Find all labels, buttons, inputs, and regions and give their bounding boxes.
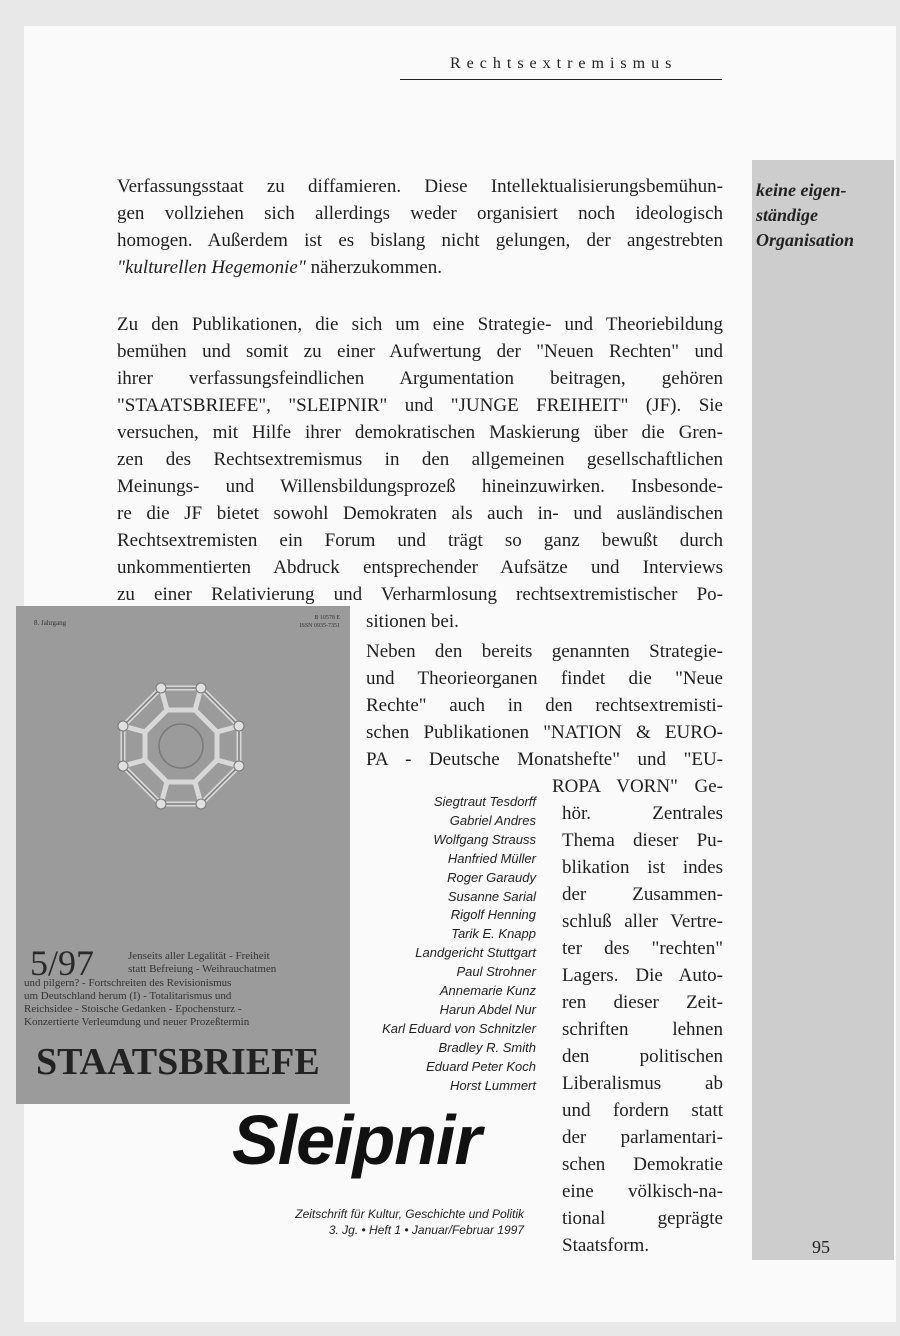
author-name: Harun Abdel Nur — [439, 1001, 536, 1017]
text-line: den politischen — [562, 1046, 723, 1067]
text-line: schluß aller Vertre- — [562, 911, 723, 932]
cover-teaser-line: Konzertierte Verleumdung und neuer Prozeßtermin — [24, 1016, 250, 1028]
sleipnir-issue-line: 3. Jg. • Heft 1 • Januar/Februar 1997 — [328, 1223, 524, 1237]
cover-teaser-line: um Deutschland herum (I) - Totalitarismus und — [24, 990, 232, 1002]
author-name: Eduard Peter Koch — [426, 1058, 536, 1074]
sleipnir-subtitle: Zeitschrift für Kultur, Geschichte und Politik — [295, 1207, 524, 1221]
cover-code-line: B 10578 E — [314, 615, 340, 621]
text-line: gen vollziehen sich allerdings weder organisiert noch ideologisch — [117, 203, 723, 224]
text-line: blikation ist indes — [562, 857, 723, 878]
text-line: schriften lehnen — [562, 1019, 723, 1040]
emphasis: "kulturellen Hegemonie" — [117, 257, 306, 278]
text-line: schen Demokratie — [562, 1154, 723, 1175]
author-name: Tarik E. Knapp — [451, 926, 536, 942]
author-name: Horst Lummert — [450, 1077, 536, 1093]
page-number: 95 — [812, 1237, 830, 1257]
text-line: Staatsform. — [562, 1235, 650, 1256]
text-line: ren dieser Zeit- — [562, 992, 723, 1013]
author-name: Siegtraut Tesdorff — [433, 794, 536, 809]
text-line: ihrer verfassungsfeindlichen Argumentation beitragen, gehören — [117, 368, 723, 389]
text-line: homogen. Außerdem ist es bislang nicht gelungen, der angestrebten — [117, 230, 723, 251]
author-name: Bradley R. Smith — [438, 1039, 536, 1055]
text-line: hör. Zentrales — [562, 803, 723, 824]
text-line: zu einer Relativierung und Verharmlosung rechtsextremistischer Po- — [117, 584, 723, 605]
text-line: versuchen, mit Hilfe ihrer demokratischen Maskierung über die Gren- — [117, 422, 723, 443]
author-name: Annemarie Kunz — [439, 983, 536, 999]
author-name: Gabriel Andres — [449, 812, 536, 828]
cover-code-line: ISSN 0935-7351 — [299, 623, 340, 629]
text-line: eine völkisch-na- — [562, 1181, 723, 1202]
octagon-ornament-icon — [111, 676, 251, 816]
cover-teaser-line: statt Befreiung - Weihrauchatmen — [128, 963, 277, 975]
text-line — [117, 254, 442, 281]
margin-note-line: ständige — [756, 205, 819, 225]
text-line: Thema dieser Pu- — [562, 830, 723, 851]
cover-title: STAATSBRIEFE — [36, 1041, 320, 1083]
text-line: unkommentierten Abdruck entsprechender Aufsätze und Interviews — [117, 557, 723, 578]
text-line: ROPA VORN" Ge- — [552, 776, 723, 797]
margin-column — [752, 160, 894, 1260]
text-line: Neben den bereits genannten Strategie- — [366, 641, 723, 662]
text-line: ter des "rechten" — [562, 938, 723, 959]
text-line: Verfassungsstaat zu diffamieren. Diese Intellektualisierungsbemühun- — [117, 176, 723, 197]
text-line: PA - Deutsche Monatshefte" und "EU- — [366, 749, 723, 770]
text-line: Lagers. Die Auto- — [562, 965, 723, 986]
running-header: Rechtsextremismus — [450, 55, 678, 72]
text-line: sitionen bei. — [366, 611, 459, 632]
cover-teaser-line: Jenseits aller Legalität - Freiheit — [128, 950, 270, 962]
text-line: Meinungs- und Willensbildungsprozeß hineinzuwirken. Insbesonde- — [117, 476, 723, 497]
author-name: Hanfried Müller — [447, 850, 536, 866]
cover-teaser-line: und pilgern? - Fortschreiten des Revisionismus — [24, 977, 232, 989]
text-line: und Theorieorganen findet die "Neue — [366, 668, 723, 689]
text-line: "STAATSBRIEFE", "SLEIPNIR" und "JUNGE FREIHEIT" (JF). Sie — [117, 395, 723, 416]
author-name: Rigolf Henning — [450, 907, 536, 923]
margin-note — [756, 178, 892, 253]
header-rule — [400, 79, 722, 80]
text-line: schen Publikationen "NATION & EURO- — [366, 722, 723, 743]
text-line: Liberalismus ab — [562, 1073, 723, 1094]
sleipnir-author-list — [340, 793, 536, 1096]
text-line: und fordern statt — [562, 1100, 723, 1121]
margin-note-line: Organisation — [756, 230, 855, 250]
author-name: Roger Garaudy — [447, 869, 536, 885]
text-line: Rechte" auch in den rechtsextremisti- — [366, 695, 723, 716]
cover-issue-number: 5/97 — [30, 943, 95, 983]
cover-codes — [299, 614, 340, 630]
text-line: bemühen und somit zu einer Aufwertung der "Neuen Rechten" und — [117, 341, 723, 362]
text-line: der parlamentari- — [562, 1127, 723, 1148]
text-line: re die JF bietet sowohl Demokraten als auch in- und ausländischen — [117, 503, 723, 524]
cover-volume: 8. Jahrgang — [34, 619, 67, 627]
author-name: Susanne Sarial — [447, 888, 536, 904]
text-span: näherzukommen. — [305, 257, 442, 278]
author-name: Karl Eduard von Schnitzler — [382, 1020, 536, 1036]
text-line: tional geprägte — [562, 1208, 723, 1229]
sleipnir-title: Sleipnir — [232, 1101, 481, 1179]
margin-note-line: keine eigen- — [756, 180, 847, 200]
text-line: Rechtsextremisten ein Forum und trägt so ganz bewußt durch — [117, 530, 723, 551]
staatsbriefe-cover — [16, 606, 350, 1104]
author-name: Landgericht Stuttgart — [415, 945, 536, 961]
cover-teaser-line: Reichsidee - Stoische Gedanken - Epochensturz - — [24, 1003, 242, 1015]
author-name: Wolfgang Strauss — [433, 831, 536, 847]
text-line: der Zusammen- — [562, 884, 723, 905]
text-line: zen des Rechtsextremismus in den allgemeinen gesellschaftlichen — [117, 449, 723, 470]
text-line: Zu den Publikationen, die sich um eine Strategie- und Theoriebildung — [117, 314, 723, 335]
author-name: Paul Strohner — [456, 964, 536, 980]
